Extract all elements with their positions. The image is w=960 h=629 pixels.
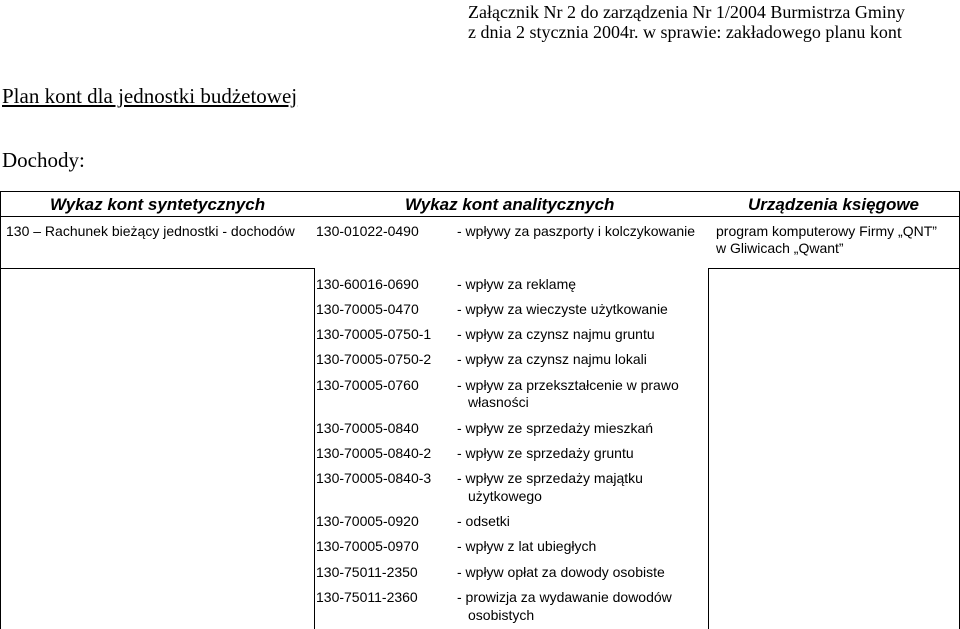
table-row-code: 130-70005-0470: [316, 301, 419, 317]
device-line-1: program komputerowy Firmy „QNT”: [716, 223, 937, 239]
column-header-devices: Urządzenia księgowe: [748, 195, 920, 214]
column-header-synthetic: Wykaz kont syntetycznych: [50, 195, 266, 214]
page-title: Plan kont dla jednostki budżetowej: [2, 84, 298, 108]
table-row-desc: - wpływ ze sprzedaży majątku: [457, 470, 643, 486]
table-row-code: 130-75011-2350: [316, 564, 418, 580]
header-bottom-border: [0, 216, 960, 217]
column-header-analytic: Wykaz kont analitycznych: [405, 195, 615, 214]
table-row-desc: - wpływ ze sprzedaży gruntu: [457, 445, 634, 461]
table-row-code: 130-70005-0750-2: [316, 351, 432, 367]
table-row-desc: - wpływ z lat ubiegłych: [457, 538, 597, 554]
table-row-desc: - wpływ opłat za dowody osobiste: [457, 564, 665, 580]
table-row-code: 130-70005-0840: [316, 420, 419, 436]
table-row-desc-cont: użytkowego: [468, 488, 542, 504]
table-row-desc: - prowizja za wydawanie dowodów: [457, 589, 672, 605]
table-row-code: 130-70005-0840-2: [316, 445, 432, 461]
table-row-desc: - wpływ za czynsz najmu lokali: [457, 351, 647, 367]
left-border: [0, 191, 1, 629]
table-row-desc: - odsetki: [457, 513, 510, 529]
table-row-desc: - wpływy za paszporty i kolczykowanie: [457, 223, 696, 239]
table-row-desc-cont: własności: [468, 394, 529, 410]
table-row-code: 130-70005-0970: [316, 538, 419, 554]
table-row-code: 130-70005-0760: [316, 377, 419, 393]
synthetic-account: 130 – Rachunek bieżący jednostki - dochodów: [6, 223, 295, 239]
synthetic-column-border: [314, 268, 315, 629]
table-row-code: 130-70005-0840-3: [316, 470, 432, 486]
section-heading: Dochody:: [2, 148, 85, 172]
table-top-border: [0, 191, 960, 192]
table-row-desc-cont: osobistych: [468, 607, 535, 623]
table-row-code: 130-01022-0490: [316, 223, 419, 239]
header-line-2: z dnia 2 stycznia 2004r. w sprawie: zakładowego planu kont: [468, 22, 902, 42]
table-row-code: 130-75011-2360: [316, 589, 418, 605]
table-row-desc: - wpływ za przekształcenie w prawo: [457, 377, 679, 393]
device-line-2: w Gliwicach „Qwant”: [716, 240, 844, 256]
table-row-desc: - wpływ za reklamę: [457, 276, 577, 292]
table-row-desc: - wpływ za wieczyste użytkowanie: [457, 301, 668, 317]
table-row-desc: - wpływ za czynsz najmu gruntu: [457, 326, 655, 342]
first-row-bottom-right: [708, 268, 960, 269]
table-row-desc: - wpływ ze sprzedaży mieszkań: [457, 420, 654, 436]
first-row-bottom-left: [0, 268, 315, 269]
header-line-1: Załącznik Nr 2 do zarządzenia Nr 1/2004 Burmistrza Gminy: [468, 2, 905, 22]
table-row-code: 130-70005-0750-1: [316, 326, 432, 342]
table-row-code: 130-70005-0920: [316, 513, 419, 529]
device-column-border: [708, 268, 709, 629]
table-row-code: 130-60016-0690: [316, 276, 419, 292]
